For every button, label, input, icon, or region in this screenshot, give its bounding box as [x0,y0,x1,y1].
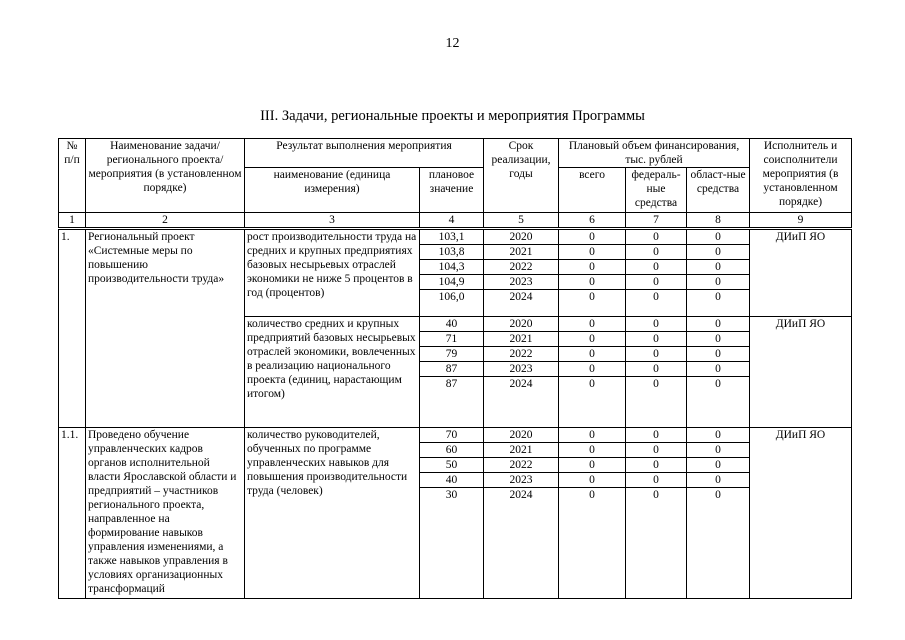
year: 2024 [484,488,559,599]
header-fin-federal: федераль-ные средства [626,168,687,213]
executor: ДИиП ЯО [750,229,852,317]
finance-regional: 0 [687,275,750,290]
planned-value: 30 [420,488,484,599]
finance-regional: 0 [687,377,750,428]
finance-total: 0 [559,458,626,473]
finance-federal: 0 [626,317,687,332]
finance-total: 0 [559,290,626,317]
planned-value: 106,0 [420,290,484,317]
year: 2021 [484,443,559,458]
planned-value: 40 [420,317,484,332]
finance-regional: 0 [687,428,750,443]
header-executor: Исполнитель и соисполнители мероприятия (в установленном порядке) [750,139,852,213]
year: 2024 [484,290,559,317]
header-task: Наименование задачи/ регионального проекта/ мероприятия (в установленном порядке) [86,139,245,213]
planned-value: 60 [420,443,484,458]
year: 2020 [484,428,559,443]
finance-total: 0 [559,229,626,245]
finance-regional: 0 [687,317,750,332]
section-title: III. Задачи, региональные проекты и мероприятия Программы [260,108,645,124]
planned-value: 50 [420,458,484,473]
col-number: 8 [687,213,750,229]
finance-regional: 0 [687,245,750,260]
finance-regional: 0 [687,290,750,317]
column-numbers-row [59,213,852,229]
finance-total: 0 [559,488,626,599]
table-row [59,229,852,245]
header-result-value: плановое значение [420,168,484,213]
finance-federal: 0 [626,229,687,245]
header-term: Срок реализации, годы [484,139,559,213]
finance-regional: 0 [687,458,750,473]
year: 2023 [484,473,559,488]
finance-regional: 0 [687,260,750,275]
result-name: количество руководителей, обученных по программе управленческих навыков для повышения производительности труда (человек) [245,428,420,599]
finance-total: 0 [559,443,626,458]
finance-federal: 0 [626,362,687,377]
task-name: Проведено обучение управленческих кадров органов исполнительной власти Ярославской области и предприятий – участников регионального проекта, направленное на формирование навыков управления изменениями, а также навыков управления в условиях организационных трансформаций [86,428,245,599]
finance-total: 0 [559,317,626,332]
planned-value: 79 [420,347,484,362]
planned-value: 104,9 [420,275,484,290]
finance-total: 0 [559,260,626,275]
page-number: 12 [445,36,460,51]
finance-federal: 0 [626,290,687,317]
finance-total: 0 [559,245,626,260]
header-fin-total: всего [559,168,626,213]
col-number: 3 [245,213,420,229]
col-number: 4 [420,213,484,229]
task-name: Региональный проект «Системные меры по повышению производительности труда» [86,229,245,428]
header-result: Результат выполнения мероприятия [245,139,484,168]
finance-federal: 0 [626,245,687,260]
result-name: количество средних и крупных предприятий базовых несырьевых отраслей экономики, вовлеченных в реализацию национального проекта (единиц, нарастающим итогом) [245,317,420,428]
finance-regional: 0 [687,488,750,599]
finance-total: 0 [559,275,626,290]
col-number: 1 [59,213,86,229]
result-name: рост производительности труда на средних и крупных предприятиях базовых несырьевых отраслей экономики не ниже 5 процентов в год (процентов) [245,229,420,317]
row-number: 1.1. [59,428,86,599]
planned-value: 104,3 [420,260,484,275]
year: 2022 [484,347,559,362]
finance-federal: 0 [626,473,687,488]
planned-value: 87 [420,377,484,428]
finance-regional: 0 [687,443,750,458]
header-fin-regional: област-ные средства [687,168,750,213]
finance-regional: 0 [687,347,750,362]
year: 2024 [484,377,559,428]
planned-value: 70 [420,428,484,443]
year: 2023 [484,275,559,290]
finance-regional: 0 [687,229,750,245]
finance-total: 0 [559,362,626,377]
planned-value: 40 [420,473,484,488]
header-result-name: наименование (единица измерения) [245,168,420,213]
year: 2020 [484,229,559,245]
col-number: 9 [750,213,852,229]
finance-federal: 0 [626,443,687,458]
finance-federal: 0 [626,377,687,428]
finance-federal: 0 [626,332,687,347]
finance-regional: 0 [687,362,750,377]
year: 2021 [484,332,559,347]
finance-regional: 0 [687,473,750,488]
col-number: 6 [559,213,626,229]
program-table [58,138,852,599]
col-number: 5 [484,213,559,229]
planned-value: 103,1 [420,229,484,245]
finance-federal: 0 [626,260,687,275]
header-finance: Плановый объем финансирования, тыс. рублей [559,139,750,168]
finance-federal: 0 [626,428,687,443]
year: 2020 [484,317,559,332]
col-number: 2 [86,213,245,229]
planned-value: 103,8 [420,245,484,260]
finance-total: 0 [559,332,626,347]
planned-value: 87 [420,362,484,377]
year: 2023 [484,362,559,377]
finance-total: 0 [559,347,626,362]
finance-federal: 0 [626,275,687,290]
year: 2022 [484,458,559,473]
executor: ДИиП ЯО [750,317,852,428]
col-number: 7 [626,213,687,229]
row-number: 1. [59,229,86,428]
header-row-1 [59,139,852,168]
finance-total: 0 [559,428,626,443]
header-num: № п/п [59,139,86,213]
finance-regional: 0 [687,332,750,347]
finance-total: 0 [559,377,626,428]
year: 2021 [484,245,559,260]
finance-federal: 0 [626,347,687,362]
finance-federal: 0 [626,458,687,473]
year: 2022 [484,260,559,275]
finance-total: 0 [559,473,626,488]
executor: ДИиП ЯО [750,428,852,599]
table-row [59,428,852,443]
planned-value: 71 [420,332,484,347]
finance-federal: 0 [626,488,687,599]
